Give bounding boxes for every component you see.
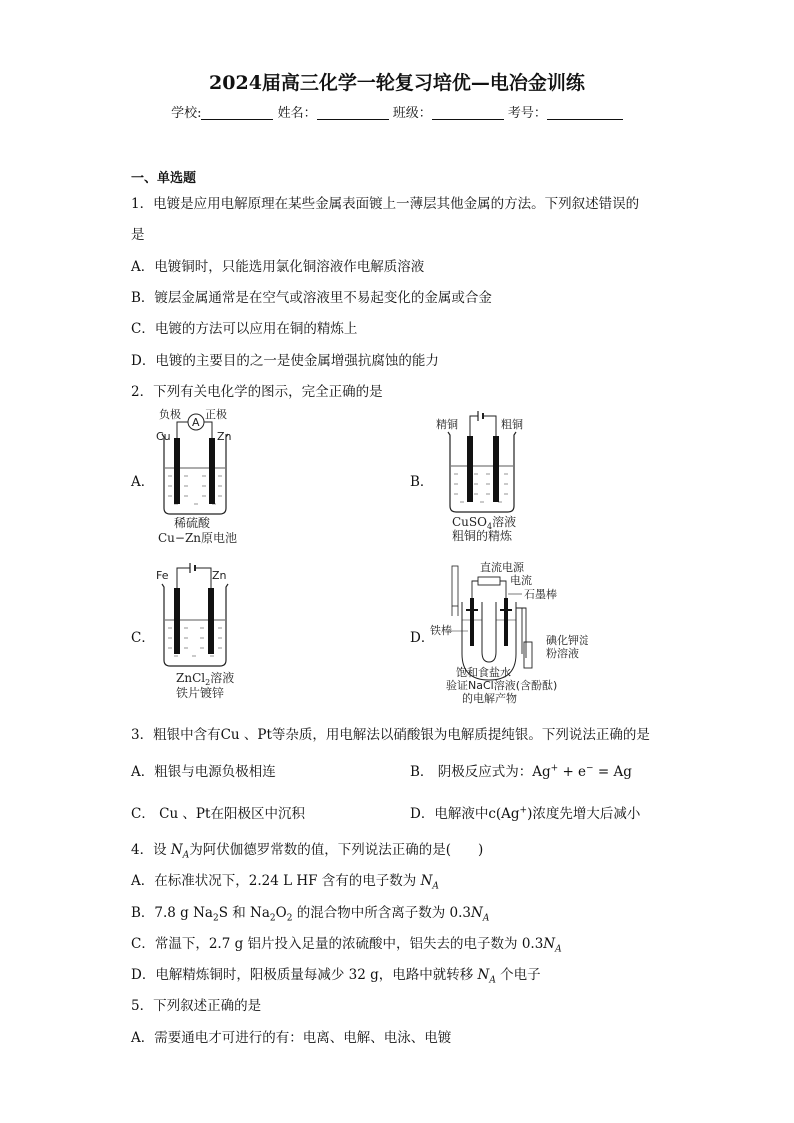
diagram-caption: 铁片镀锌 xyxy=(176,686,225,700)
pure-copper-electrode xyxy=(467,436,473,502)
negative-label: 负极 xyxy=(159,408,181,421)
q2-option-c-label[interactable]: C． xyxy=(131,630,155,646)
solution-label: CuSO$_4$溶液 xyxy=(452,515,517,531)
q1-option-c[interactable]: C．电镀的方法可以应用在铜的精炼上 xyxy=(131,321,358,337)
beaker xyxy=(162,434,228,514)
test-tube xyxy=(452,566,458,606)
solution-label: ZnCl$_2$溶液 xyxy=(176,671,235,687)
q1-stem-line2: 是 xyxy=(131,227,145,243)
diagram-caption-1: 验证NaCl溶液(含酚酞) xyxy=(446,679,558,692)
cu-electrode xyxy=(174,438,180,504)
beaker xyxy=(448,432,516,512)
school-label: 学校: xyxy=(171,106,202,121)
class-label: 班级： xyxy=(392,106,432,121)
crude-copper-electrode xyxy=(493,436,499,502)
q2-option-a-label[interactable]: A． xyxy=(131,474,155,490)
ki-starch-label-1: 碘化钾淀 xyxy=(546,634,588,647)
exam-no-blank[interactable] xyxy=(547,106,623,120)
q3-option-d[interactable]: D．电解液中c(Ag+)浓度先增大后减小 xyxy=(410,805,641,822)
diagram-caption: 粗铜的精炼 xyxy=(452,529,513,543)
q1-option-d[interactable]: D．电镀的主要目的之一是使金属增强抗腐蚀的能力 xyxy=(131,353,439,369)
fe-electrode xyxy=(174,588,180,654)
q2-diagram-b xyxy=(428,406,538,546)
zn-electrode-label: Zn xyxy=(212,569,227,582)
class-blank[interactable] xyxy=(432,106,504,120)
page-title: 2024届高三化学一轮复习培优—电冶金训练 xyxy=(209,72,585,94)
fe-electrode-label: Fe xyxy=(156,569,169,582)
q3-option-b[interactable]: B． 阴极反应式为：Ag+ + e− = Ag xyxy=(410,763,632,780)
pure-copper-label: 精铜 xyxy=(436,418,458,431)
zn-electrode-label: Zn xyxy=(217,430,232,443)
zn-electrode xyxy=(208,588,214,654)
brine-label: 饱和食盐水 xyxy=(456,666,511,679)
school-blank[interactable] xyxy=(201,106,273,120)
graphite-label: 石墨棒 xyxy=(524,588,557,601)
q3-option-a[interactable]: A．粗银与电源负极相连 xyxy=(131,764,276,780)
zn-electrode xyxy=(209,438,215,504)
q4-stem: 4．设 $N_A$为阿伏伽德罗常数的值，下列说法正确的是( ) xyxy=(131,842,484,861)
q1-stem-line1: 1．电镀是应用电解原理在某些金属表面镀上一薄层其他金属的方法。下列叙述错误的 xyxy=(131,196,640,212)
solution-label: 稀硫酸 xyxy=(174,516,211,530)
ki-starch-tube xyxy=(524,642,532,668)
diagram-caption: Cu−Zn原电池 xyxy=(158,531,238,545)
q5-option-a[interactable]: A．需要通电才可进行的有：电离、电解、电泳、电镀 xyxy=(131,1030,452,1046)
q4-option-c[interactable]: C．常温下，2.7 g 铝片投入足量的浓硫酸中，铝失去的电子数为 $0.3N_A$ xyxy=(131,936,562,955)
q3-stem: 3．粗银中含有Cu 、Pt等杂质，用电解法以硝酸银为电解质提纯银。下列说法正确的是 xyxy=(131,727,650,743)
q4-option-d[interactable]: D．电解精炼铜时，阳极质量每减少 32 g，电路中就转移 $N_A$ 个电子 xyxy=(131,967,541,986)
q4-option-a[interactable]: A．在标准状况下，2.24 L HF 含有的电子数为 $N_A$ xyxy=(131,873,439,892)
iron-rod-label: 铁棒 xyxy=(430,624,452,637)
cu-electrode-label: Cu xyxy=(156,430,171,443)
q2-diagram-d xyxy=(428,558,588,708)
q2-option-b-label[interactable]: B． xyxy=(410,474,434,490)
beaker xyxy=(162,584,228,666)
current-label: 电流 xyxy=(510,574,532,587)
q3-option-c[interactable]: C． Cu 、Pt在阳极区中沉积 xyxy=(131,806,305,822)
power-box xyxy=(478,577,500,585)
q4-option-b[interactable]: B．7.8 g $Na_2S$ 和 $Na_2O_2$ 的混合物中所含离子数为 $0.3N_A$ xyxy=(131,905,490,924)
section-heading: 一、单选题 xyxy=(131,171,197,186)
q2-diagram-a xyxy=(150,404,250,546)
q5-stem: 5．下列叙述正确的是 xyxy=(131,998,262,1014)
student-info-line xyxy=(0,102,794,121)
positive-label: 正极 xyxy=(205,408,227,421)
q2-diagram-c xyxy=(150,560,250,705)
name-blank[interactable] xyxy=(317,106,389,120)
dc-power-label: 直流电源 xyxy=(480,561,524,574)
q2-option-d-label[interactable]: D． xyxy=(410,630,435,646)
q1-option-b[interactable]: B．镀层金属通常是在空气或溶液里不易起变化的金属或合金 xyxy=(131,290,492,306)
exam-no-label: 考号： xyxy=(507,106,547,121)
iron-rod xyxy=(470,598,474,646)
q2-stem: 2．下列有关电化学的图示，完全正确的是 xyxy=(131,384,383,400)
ammeter-letter: A xyxy=(192,416,200,429)
crude-copper-label: 粗铜 xyxy=(501,418,523,431)
diagram-caption-2: 的电解产物 xyxy=(462,692,517,705)
graphite-rod xyxy=(504,598,508,646)
name-label: 姓名： xyxy=(277,106,317,121)
u-tube-inner xyxy=(482,602,496,662)
q1-option-a[interactable]: A．电镀铜时，只能选用氯化铜溶液作电解质溶液 xyxy=(131,259,425,275)
ki-starch-label-2: 粉溶液 xyxy=(546,647,579,660)
